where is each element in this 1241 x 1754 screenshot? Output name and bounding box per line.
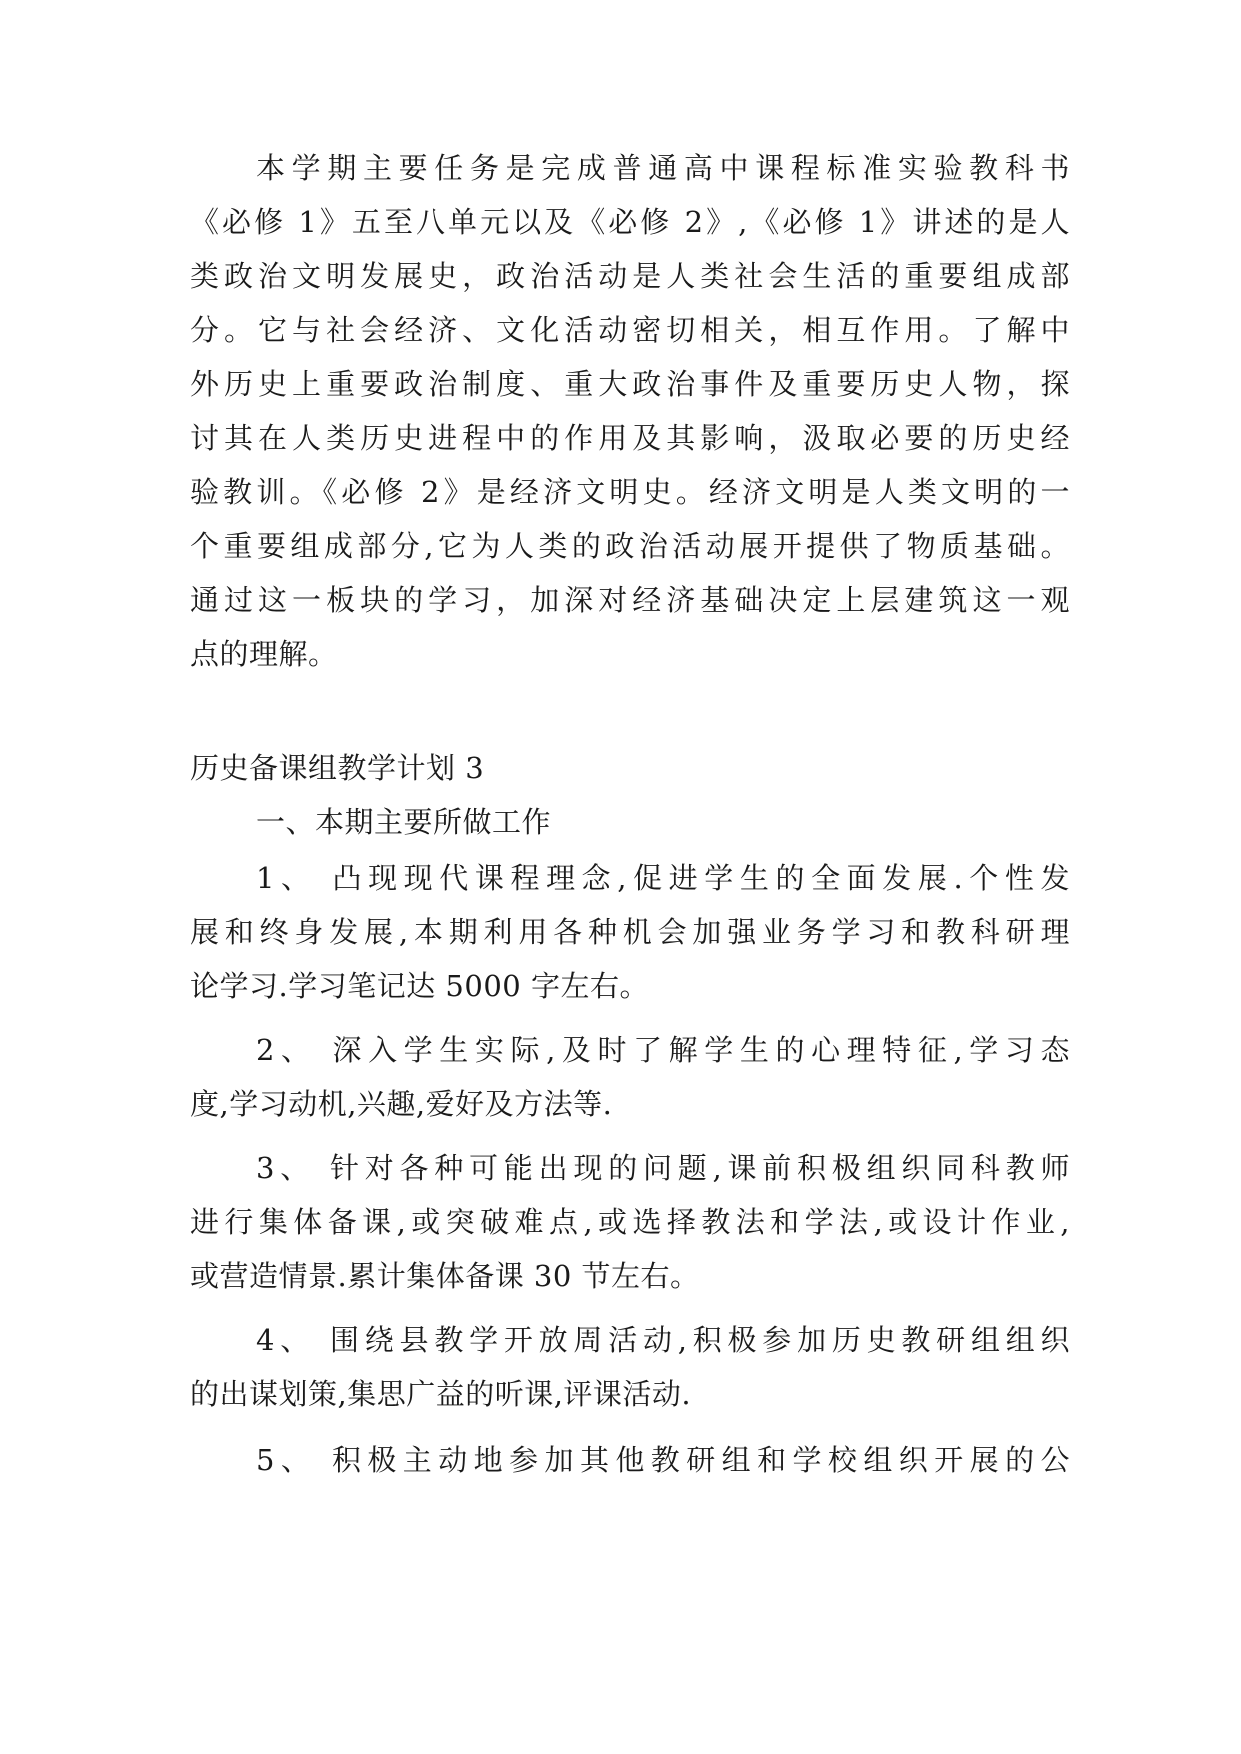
list-item-line: 展和终身发展,本期利用各种机会加强业务学习和教科研理 <box>190 915 1070 949</box>
list-item-line: 或营造情景.累计集体备课 30 节左右。 <box>190 1259 700 1293</box>
list-item-line: 4、 围绕县教学开放周活动,积极参加历史教研组组织 <box>256 1323 1070 1357</box>
paragraph-line: 点的理解。 <box>190 637 338 671</box>
paragraph-line: 外历史上重要政治制度、重大政治事件及重要历史人物，探 <box>190 367 1070 401</box>
list-item-line: 的出谋划策,集思广益的听课,评课活动. <box>190 1377 692 1411</box>
list-item-line: 论学习.学习笔记达 5000 字左右。 <box>190 969 649 1003</box>
paragraph-line: 验教训。《必修 2》是经济文明史。经济文明是人类文明的一 <box>190 475 1070 509</box>
paragraph-line: 类政治文明发展史，政治活动是人类社会生活的重要组成部 <box>190 259 1070 293</box>
paragraph-line: 讨其在人类历史进程中的作用及其影响，汲取必要的历史经 <box>190 421 1070 455</box>
section-title: 历史备课组教学计划 3 <box>190 751 485 785</box>
paragraph-line: 分。它与社会经济、文化活动密切相关，相互作用。了解中 <box>190 313 1070 347</box>
list-item-line: 度,学习动机,兴趣,爱好及方法等. <box>190 1087 613 1121</box>
paragraph-line: 本学期主要任务是完成普通高中课程标准实验教科书 <box>256 151 1070 185</box>
list-item-line: 1、 凸现现代课程理念,促进学生的全面发展.个性发 <box>256 861 1070 895</box>
list-item-line: 5、 积极主动地参加其他教研组和学校组织开展的公 <box>256 1443 1070 1477</box>
subsection-title: 一、本期主要所做工作 <box>256 805 552 839</box>
paragraph-line: 个重要组成部分,它为人类的政治活动展开提供了物质基础。 <box>190 529 1070 563</box>
paragraph-line: 《必修 1》五至八单元以及《必修 2》,《必修 1》讲述的是人 <box>190 205 1070 239</box>
paragraph-line: 通过这一板块的学习，加深对经济基础决定上层建筑这一观 <box>190 583 1070 617</box>
list-item-line: 进行集体备课,或突破难点,或选择教法和学法,或设计作业, <box>190 1205 1070 1239</box>
list-item-line: 3、 针对各种可能出现的问题,课前积极组织同科教师 <box>256 1151 1070 1185</box>
list-item-line: 2、 深入学生实际,及时了解学生的心理特征,学习态 <box>256 1033 1070 1067</box>
